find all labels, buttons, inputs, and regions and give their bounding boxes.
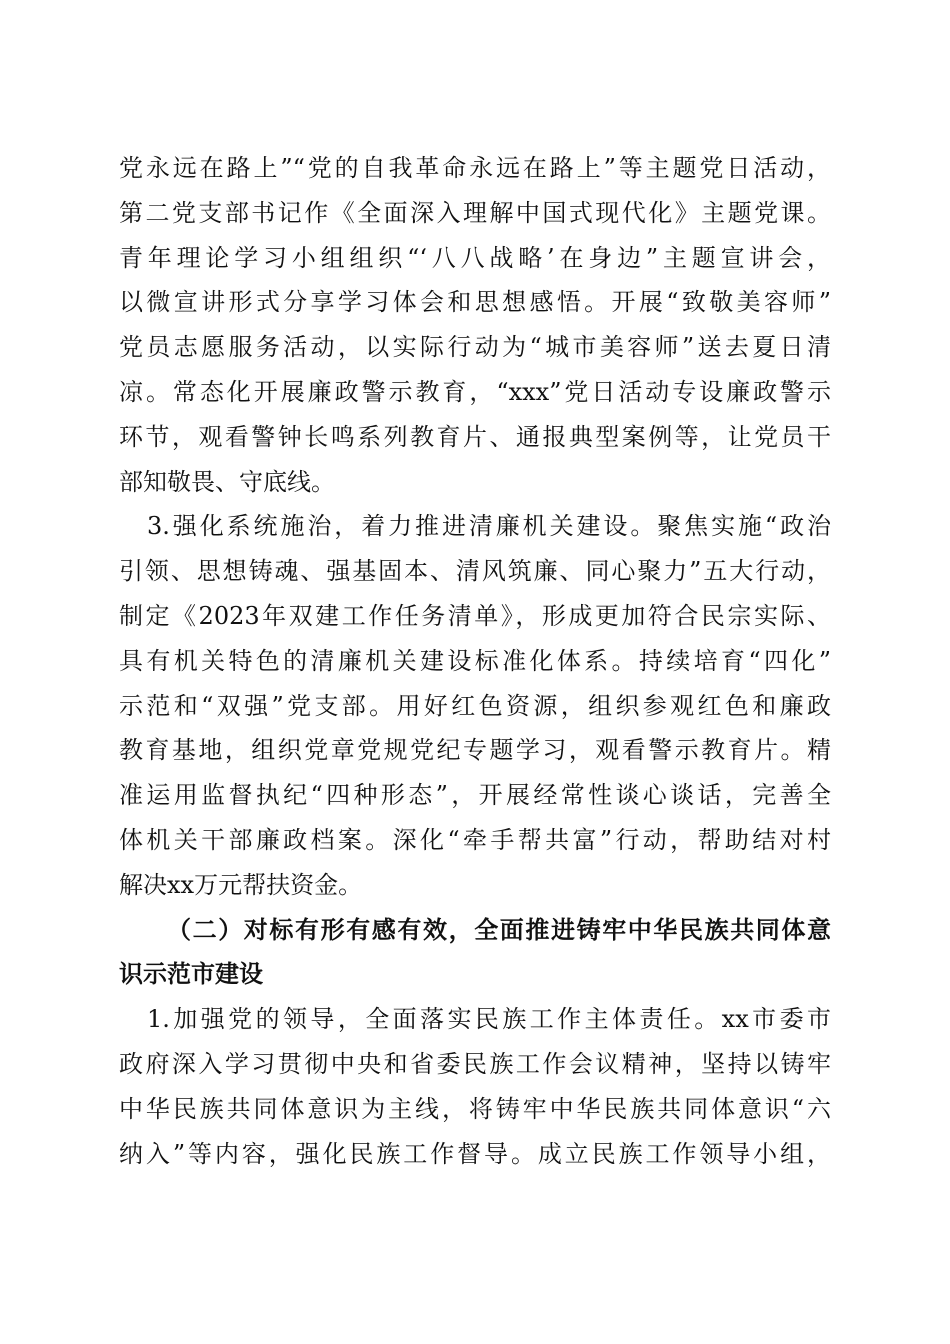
section-heading: （二）对标有形有感有效，全面推进铸牢中华民族共同体意 — [167, 914, 831, 944]
body-text-line: 党永远在路上”“党的自我革命永远在路上”等主题党日活动， — [119, 154, 831, 182]
body-text-line: 示范和“双强”党支部。用好红色资源，组织参观红色和廉政 — [119, 691, 831, 720]
body-text-line: 教育基地，组织党章党规党纪专题学习，观看警示教育片。精 — [119, 736, 831, 765]
body-text-line: 第二党支部书记作《全面深入理解中国式现代化》主题党课。 — [119, 198, 831, 227]
body-text-line: 环节，观看警钟长鸣系列教育片、通报典型案例等，让党员干 — [119, 422, 831, 451]
body-text-line: 青年理论学习小组组织“‘八八战略’在身边”主题宣讲会， — [119, 243, 831, 272]
paragraph-1-first-line: 1.加强党的领导，全面落实民族工作主体责任。xx市委市 — [147, 1005, 831, 1034]
body-text-line: 部知敬畏、守底线。 — [119, 467, 335, 496]
body-text-line: 以微宣讲形式分享学习体会和思想感悟。开展“致敬美容师” — [119, 288, 831, 317]
body-text-line: 制定《2023年双建工作任务清单》，形成更加符合民宗实际、 — [119, 601, 831, 630]
section-heading-continued: 识示范市建设 — [119, 959, 263, 989]
body-text-line: 凉。常态化开展廉政警示教育，“xxx”党日活动专设廉政警示 — [119, 377, 831, 406]
body-text-line: 准运用监督执纪“四种形态”，开展经常性谈心谈话，完善全 — [119, 781, 831, 810]
body-text-line: 引领、思想铸魂、强基固本、清风筑廉、同心聚力”五大行动， — [119, 557, 831, 586]
paragraph-3-first-line: 3.强化系统施治，着力推进清廉机关建设。聚焦实施“政治 — [147, 512, 831, 541]
body-text-line: 政府深入学习贯彻中央和省委民族工作会议精神，坚持以铸牢 — [119, 1049, 831, 1078]
body-text-line: 具有机关特色的清廉机关建设标准化体系。持续培育“四化” — [119, 646, 831, 675]
body-text-line: 解决xx万元帮扶资金。 — [119, 870, 363, 899]
body-text-line: 党员志愿服务活动，以实际行动为“城市美容师”送去夏日清 — [119, 333, 831, 362]
document-body — [119, 146, 831, 1176]
body-text-line: 纳入”等内容，强化民族工作督导。成立民族工作领导小组， — [119, 1139, 831, 1168]
body-text-line: 中华民族共同体意识为主线，将铸牢中华民族共同体意识“六 — [119, 1094, 831, 1123]
body-text-line: 体机关干部廉政档案。深化“牵手帮共富”行动，帮助结对村 — [119, 825, 831, 854]
